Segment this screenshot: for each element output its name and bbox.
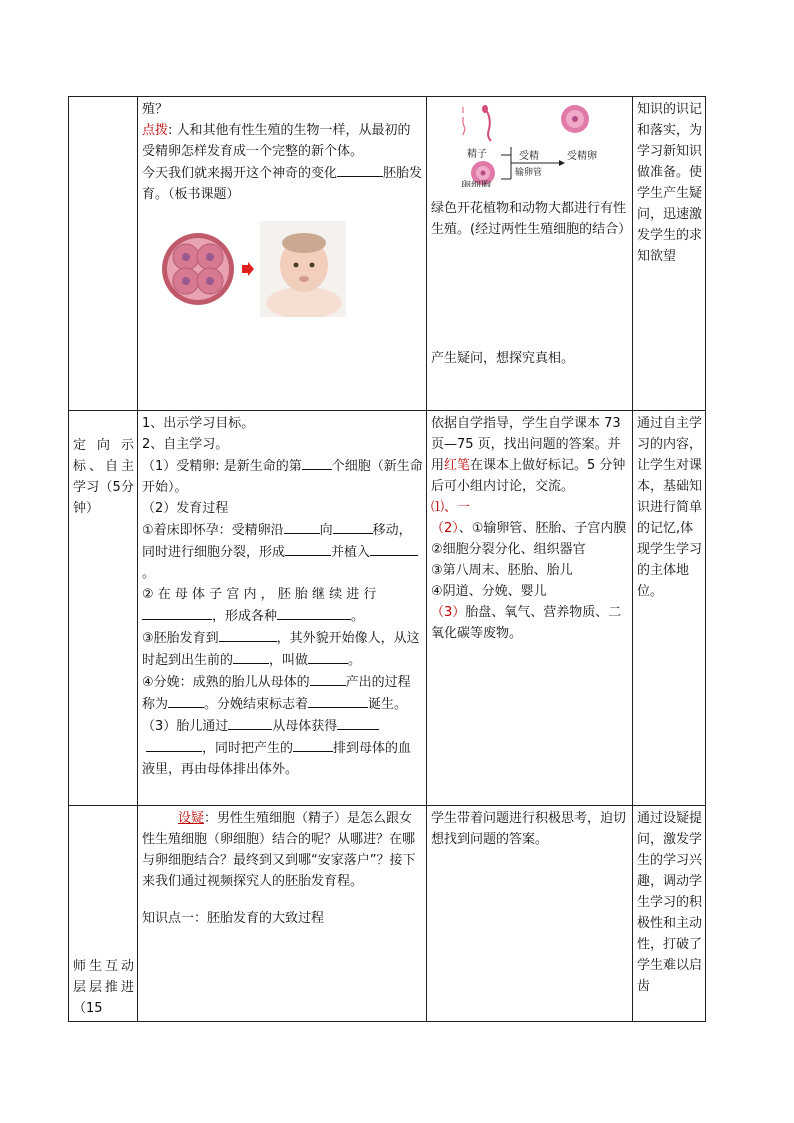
teacher-text: 今天我们就来揭开这个神奇的变化 胚胎发育。（板书课题） — [142, 162, 423, 205]
answer-blank — [337, 715, 379, 730]
answer-blank — [228, 715, 272, 730]
hint-label: 点拨 — [142, 123, 169, 138]
student-cell — [427, 411, 633, 806]
fertilization-diagram — [455, 103, 605, 187]
table-row — [69, 97, 706, 411]
answer-1: ⑴、一 — [431, 500, 471, 515]
red-pen-highlight: 红笔 — [444, 458, 471, 473]
student-text: 绿色开花植物和动物大都进行有性生殖。(经过两性生殖细胞的结合） — [431, 201, 632, 237]
table-row — [69, 411, 706, 806]
diagram-label-zygote: 受精卵 — [567, 151, 597, 162]
answer-blank — [277, 605, 351, 620]
student-text: 依据自学指导，学生自学课本 73 页—75 页，找出问题的答案。并用红笔在课本上做好标记。5 分钟后可小组内讨论，交流。 — [431, 416, 626, 494]
answer-blank — [168, 693, 204, 708]
teacher-text: ④分娩：成熟的胎儿从母体的 产出的过程称为 。分娩结束标志着 诞生。 — [142, 671, 423, 715]
answer-5: ④阴道、分娩、婴儿 — [431, 584, 547, 599]
teacher-text: ② 在 母 体 子 宫 内 ， 胚 胎 继 续 进 行，形成各种 。 — [142, 587, 377, 624]
answer-blank — [308, 693, 368, 708]
teacher-text: 殖？ — [142, 102, 169, 117]
teacher-text: 1、出示学习目标。 — [142, 416, 255, 431]
arrow-right-icon — [242, 262, 254, 276]
embryo-cell-image — [160, 221, 236, 317]
lesson-plan-table — [68, 96, 706, 1022]
diagram-label-egg: 卵细胞 — [461, 181, 491, 187]
diagram-label-fertilize: 受精 — [519, 151, 539, 162]
answer-blank — [142, 605, 212, 620]
teacher-cell — [138, 97, 427, 411]
answer-blank — [219, 627, 277, 642]
answer-4: ③第八周末、胚胎、胎儿 — [431, 563, 573, 578]
answer-blank — [308, 649, 348, 664]
student-cell — [427, 97, 633, 411]
teacher-text: ①着床即怀孕：受精卵沿 向 移动，同时进行细胞分裂，形成 并植入。 — [142, 519, 423, 584]
teacher-text: （2）发育过程 — [142, 501, 229, 516]
student-text: 产生疑问，想探究真相。 — [431, 351, 575, 366]
student-text: 学生带着问题进行积极思考，迫切想找到问题的答案。 — [431, 811, 627, 847]
intent-cell — [633, 806, 706, 1022]
student-cell — [427, 806, 633, 1022]
teacher-text: 点拨: 人和其他有性生殖的生物一样，从最初的受精卵怎样发育成一个完整的新个体。 — [142, 123, 411, 159]
stage-cell — [69, 411, 138, 806]
answer-blank — [333, 519, 373, 534]
teacher-text: 设疑：男性生殖细胞（精子）是怎么跟女性生殖细胞（卵细胞）结合的呢？从哪进？在哪与卵细胞结合？最终到又到哪“安家落户”？接下来我们通过视频探究人的胚胎发育程。 — [142, 811, 416, 889]
answer-blank — [284, 519, 320, 534]
answer-6: （3）胎盘、氧气、营养物质、二氧化碳等废物。 — [431, 605, 622, 641]
teacher-cell — [138, 411, 427, 806]
answer-blank — [233, 649, 269, 664]
answer-blank — [370, 541, 418, 556]
illustration-row — [142, 221, 423, 317]
teacher-text: ③胚胎发育到 ，其外貌开始像人，从这时起到出生前的 ，叫做 。 — [142, 627, 423, 671]
answer-blank — [302, 455, 332, 470]
stage-label: 定向示标、自主学习（5分钟） — [73, 438, 134, 516]
teacher-text: （1）受精卵: 是新生命的第 个细胞（新生命开始）。 — [142, 455, 423, 498]
stage-cell — [69, 97, 138, 411]
diagram-label-sperm: 精子 — [467, 149, 487, 160]
intent-text: 通过自主学习的内容，让学生对课本，基础知识进行简单的记忆,体现学生学习的主体地位。 — [637, 416, 703, 599]
intent-text: 通过设疑提问，激发学生的学习兴趣，调动学生学习的积极性和主动性，打破了学生难以启齿 — [637, 811, 703, 994]
answer-3: ②细胞分裂分化、组织器官 — [431, 542, 586, 557]
intent-cell — [633, 411, 706, 806]
answer-blank — [146, 737, 202, 752]
answer-blank — [337, 162, 383, 177]
intent-cell — [633, 97, 706, 411]
intent-text: 知识的识记和落实，为学习新知识做准备。使学生产生疑问，迅速激发学生的求知欲望 — [637, 102, 703, 264]
teacher-cell — [138, 806, 427, 1022]
question-label: 设疑 — [178, 811, 205, 826]
teacher-text: （3）胎儿通过 从母体获得，同时把产生的 排到母体的血液里，再由母体排出体外。 — [142, 715, 423, 780]
answer-blank — [293, 737, 333, 752]
answer-2: （2）、①输卵管、胚胎、子宫内膜 — [431, 521, 627, 536]
knowledge-point: 知识点一：胚胎发育的大致过程 — [142, 911, 325, 926]
diagram-label-oviduct: 输卵管 — [515, 168, 543, 178]
stage-label: 师生互动层层推进（15 — [73, 959, 134, 1016]
stage-cell — [69, 806, 138, 1022]
answer-blank — [310, 671, 346, 686]
teacher-text: 2、自主学习。 — [142, 437, 229, 452]
table-row — [69, 806, 706, 1022]
baby-photo — [260, 221, 346, 317]
answer-blank — [285, 541, 331, 556]
